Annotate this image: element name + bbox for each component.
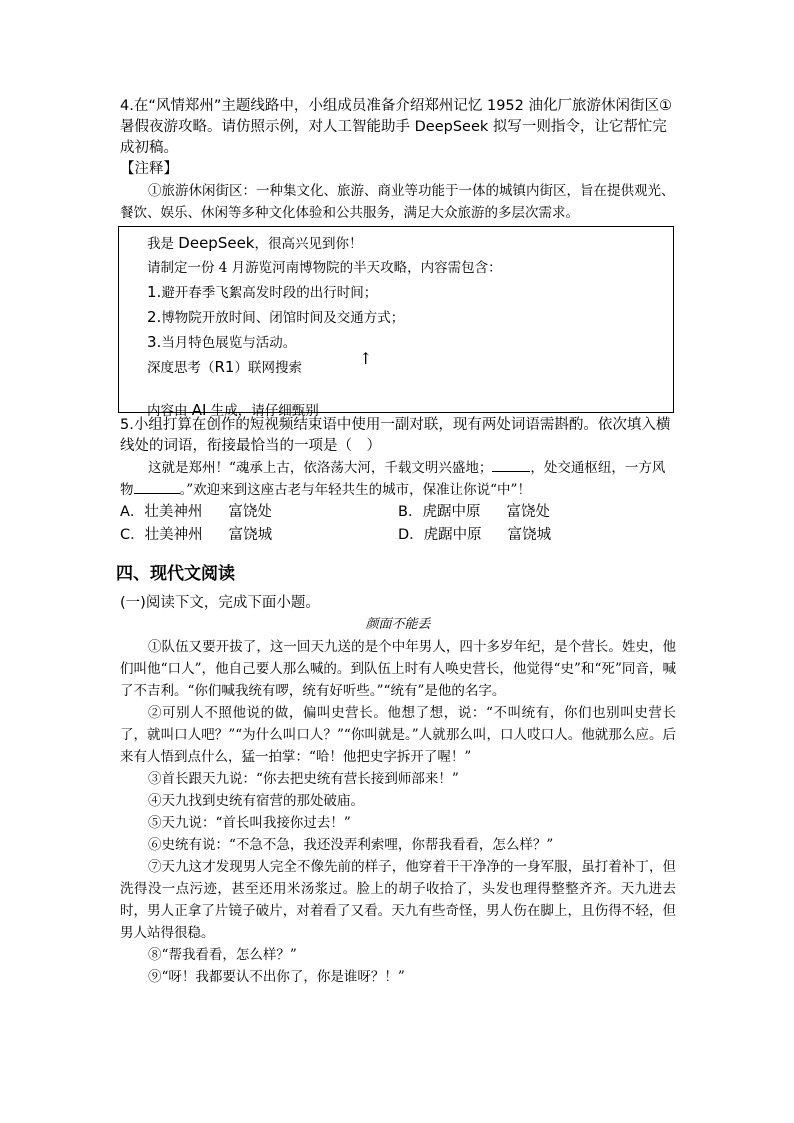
option-d: D．虎踞中原 富饶城 [398,527,552,543]
paragraph-3: ③首长跟天九说：“你去把史统有营长接到师部来！” [148,771,459,787]
request-line: 请制定一份 4 月游览河南博物院的半天攻略，内容需包含： [147,260,502,276]
send-arrow-icon: ↑ [359,349,373,368]
question-5-passage: 这就是郑州！“魂承上古，依洛荡大河，千载文明兴盛地； ，处交通枢纽，一方风物 。”欢迎来到这座古老与年轻共生的城市，保准让你说“中”！ [120,457,676,501]
footnote-marker: ① [658,98,672,114]
ai-disclaimer: 内容由 AI 生成，请仔细甄别 [147,401,319,419]
article-title: 颜面不能丢 [365,617,431,632]
question-4-stem: 4.在“风情郑州”主题线路中，小组成员准备介绍郑州记忆 1952 油化厂旅游休闲街区①暑假夜游攻略。请仿照示例，对人工智能助手 DeepSeek 拟写一则指令，让它帮忙完成初稿。 [120,98,672,156]
note-text: ①旅游休闲街区：一种集文化、旅游、商业等功能于一体的城镇内街区，旨在提供观光、餐饮、娱乐、休闲等多种文化体验和公共服务，满足大众旅游的多层次需求。 [120,183,675,221]
request-item-1: 1.避开春季飞絮高发时段的出行时间； [147,283,378,301]
deepseek-example-box [118,226,674,419]
option-a: A．壮美神州 富饶处 [120,504,272,520]
paragraph-8: ⑧“帮我看看，怎么样？” [148,947,297,963]
blank-1 [492,457,530,472]
paragraph-6: ⑥史统有说：“不急不急，我还没弄利索哩，你帮我看看，怎么样？” [148,837,554,853]
paragraph-4: ④天九找到史统有宿营的那处破庙。 [148,793,364,809]
paragraph-7: ⑦天九这才发现男人完全不像先前的样子，他穿着干干净净的一身军服，虽打着补丁，但洗得没一点污迹，甚至还用米汤浆过。脸上的胡子收拾了，头发也理得整整齐齐。天九进去时，男人正拿了片镜子破片，对着看了又看。天九有些奇怪，男人伤在脚上，且伤得不轻，但男人站得很稳。 [120,859,676,941]
option-c: C．壮美神州 富饶城 [120,527,273,543]
paragraph-9: ⑨“呀！我都要认不出你了，你是谁呀？！” [148,969,405,985]
request-item-3: 3.当月特色展览与活动。 [147,333,297,351]
paragraph-5: ⑤天九说：“首长叫我接你过去！” [148,815,351,831]
option-b: B．虎踞中原 富饶处 [398,504,550,520]
note-header: 【注释】 [120,161,178,177]
paragraph-1: ①队伍又要开拔了，这一回天九送的是个中年男人，四十多岁年纪，是个营长。姓史，他们叫他“口人”，他自己要人那么喊的。到队伍上时有人唤史营长，他觉得“史”和“死”同音，喊了不吉利。“你们喊我统有啰，统有好听些。”“统有”是他的名字。 [120,639,676,699]
section-heading: 四、现代文阅读 [116,564,235,584]
exam-page [116,96,676,988]
greeting-line: 我是 DeepSeek，很高兴见到你！ [147,234,363,252]
section-instruction: (一)阅读下文，完成下面小题。 [120,595,320,611]
question-5-stem: 5.小组打算在创作的短视频结束语中使用一副对联，现有两处词语需斟酌。依次填入横线处的词语，衔接最恰当的一项是（ ） [120,417,671,454]
paragraph-2: ②可别人不照他说的做，偏叫史营长。他想了想，说：“不叫统有，你们也别叫史营长了，就叫口人吧？”“为什么叫口人？”“你叫就是。”人就那么叫，口人哎口人。他就那么应。后来有人悟到点什么，猛一拍掌：“哈！他把史字拆开了喔！” [120,705,676,765]
request-item-2: 2.博物院开放时间、闭馆时间及交通方式； [147,308,405,326]
question-5-options [120,501,676,547]
blank-2 [134,479,180,494]
mode-line: 深度思考（R1）联网搜索 [147,358,302,376]
